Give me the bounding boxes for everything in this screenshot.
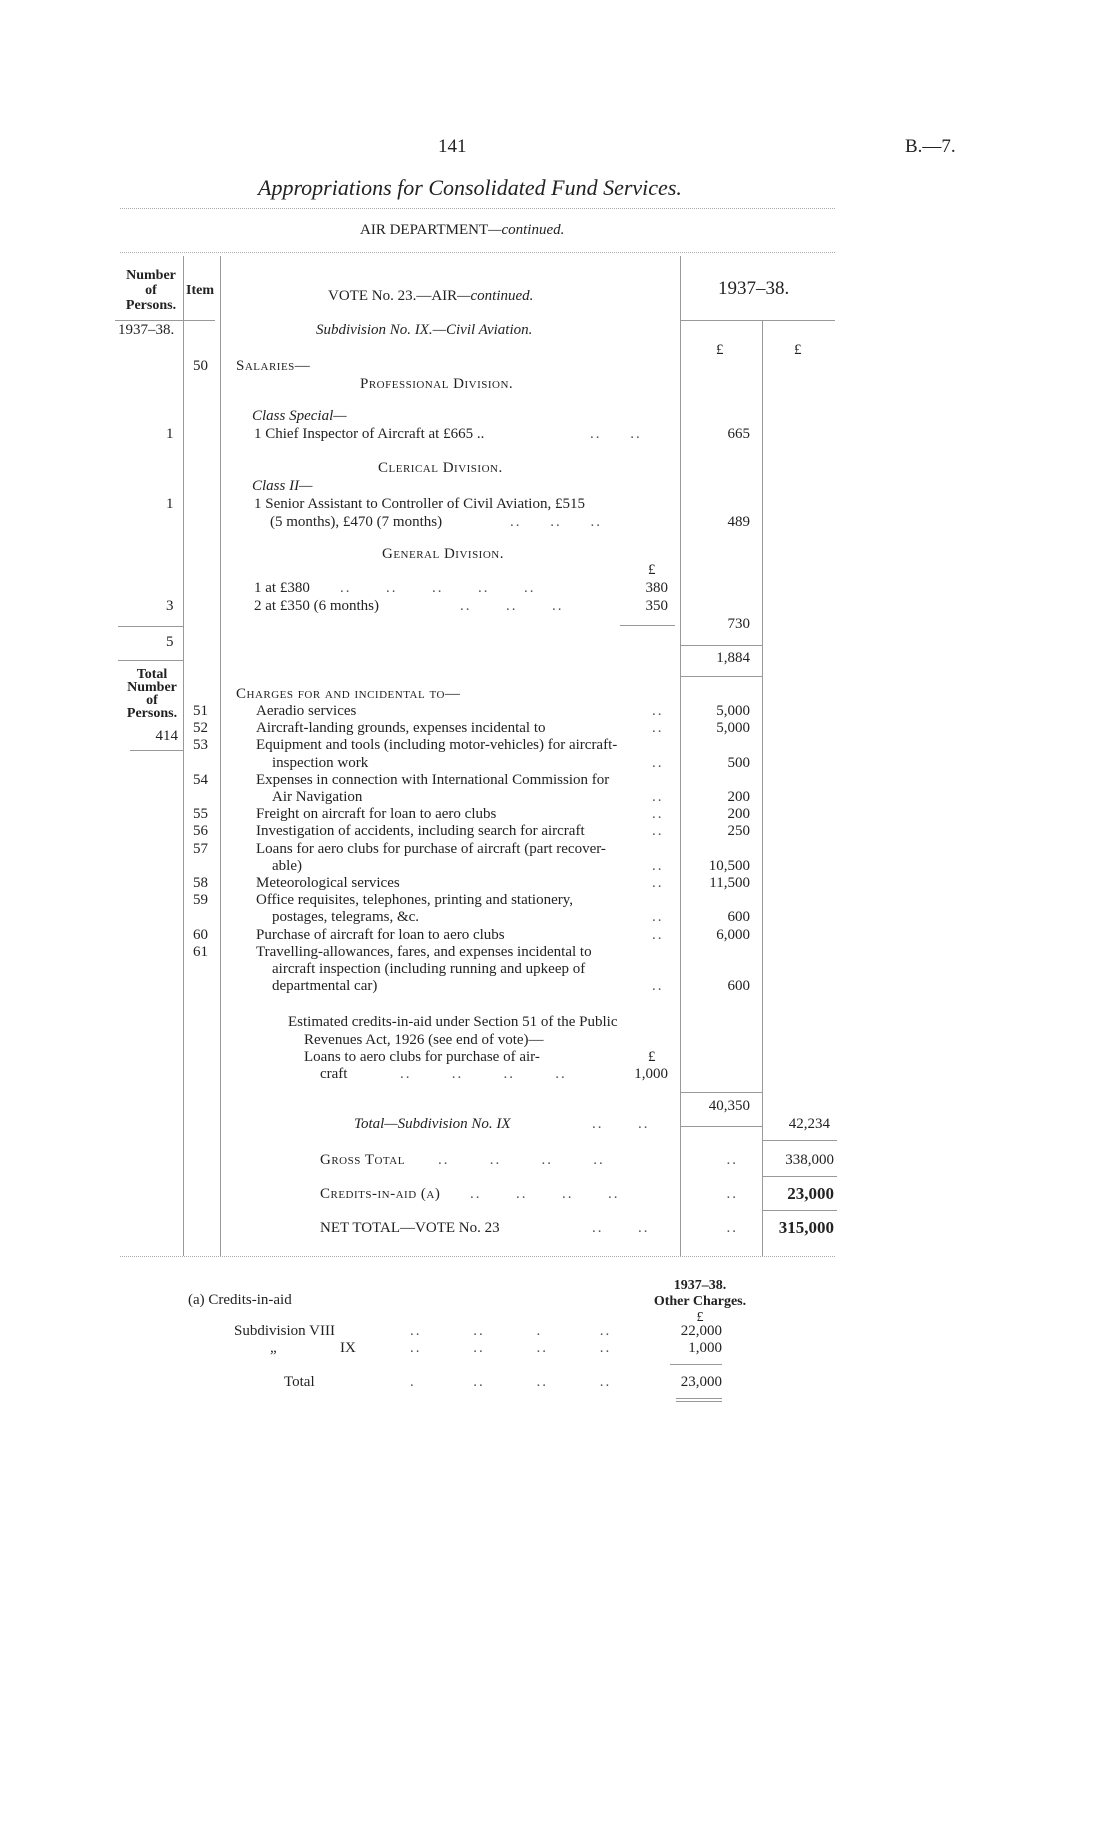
- subdivision-total-rule: [762, 1140, 837, 1141]
- footnote-other-charges-header: Other Charges.: [653, 1294, 747, 1309]
- document-reference: B.—7.: [905, 136, 956, 157]
- footnote-row1-label: Subdivision VIII: [234, 1323, 335, 1339]
- credits-in-aid-amount-dots: ..: [726, 1186, 738, 1202]
- charges-total-rule-bottom: [680, 1126, 762, 1127]
- charges-heading: Charges for and incidental to—: [236, 686, 461, 702]
- vote-title-continued: —continued.: [457, 288, 534, 304]
- chief-inspector-text: 1 Chief Inspector of Aircraft at £665 ..: [254, 426, 485, 442]
- charge-description-line: Office requisites, telephones, printing and stationery,: [256, 892, 573, 909]
- salaries-item-number: 50: [193, 358, 208, 374]
- charge-leader: ..: [652, 754, 664, 771]
- subdivision-total: 42,234: [788, 1116, 830, 1132]
- general-line2-text: 2 at £350 (6 months): [254, 598, 379, 614]
- credits-note-amount: 1,000: [634, 1066, 668, 1082]
- credits-in-aid-rule: [762, 1210, 837, 1211]
- general-pound-symbol: £: [648, 562, 656, 578]
- persons-item-rule: [183, 256, 184, 1256]
- amount-header-rule: [680, 320, 835, 321]
- general-line1-leader: .. .. .. .. ..: [340, 580, 536, 596]
- charge-leader: ..: [652, 875, 664, 891]
- net-total-amount-dots: ..: [726, 1220, 738, 1236]
- vote-title: [328, 288, 533, 305]
- senior-assistant-persons: 1: [166, 496, 174, 512]
- total-pound-symbol: £: [794, 342, 802, 358]
- charge-description-line: departmental car): [272, 978, 378, 995]
- charges-total-rule-top: [680, 1092, 762, 1093]
- charge-leader: ..: [652, 720, 664, 737]
- charge-item-number: 57: [193, 840, 208, 857]
- general-division-persons: 3: [166, 598, 174, 614]
- footnote-year-header: 1937–38.: [673, 1278, 727, 1293]
- total-persons-label: Total Number of Persons.: [126, 667, 178, 721]
- footnote-pound-symbol: £: [696, 1310, 704, 1325]
- charge-leader: ..: [652, 703, 664, 719]
- charge-item-number: 51: [193, 703, 208, 719]
- charge-description-line: Freight on aircraft for loan to aero clubs: [256, 806, 497, 823]
- senior-assistant-leader: .. .. ..: [510, 514, 602, 530]
- footnote-row2-ditto: „: [270, 1340, 277, 1356]
- credits-note-leader: .. .. .. ..: [400, 1066, 567, 1082]
- charge-amount: 5,000: [716, 720, 750, 737]
- footnote-double-rule-2: [676, 1401, 722, 1402]
- clerical-division-heading: Clerical Division.: [378, 460, 503, 476]
- charge-amount: 5,000: [716, 703, 750, 719]
- subdivision-total-label: Total—Subdivision No. IX: [354, 1116, 511, 1132]
- item-column-header: Item: [186, 283, 214, 298]
- footnote-row2-leader: .. .. .. ..: [410, 1340, 612, 1356]
- gross-total-leader: .. .. .. ..: [438, 1152, 605, 1168]
- charge-description-line: Loans for aero clubs for purchase of aircraft (part recover-: [256, 840, 606, 857]
- salaries-total: 1,884: [716, 650, 750, 666]
- chief-inspector-amount: 665: [727, 426, 750, 442]
- charge-description-line: Meteorological services: [256, 875, 400, 891]
- footnote-row2-label: IX: [340, 1340, 356, 1356]
- department-heading: [360, 222, 564, 239]
- vote-title-main: VOTE No. 23.—AIR: [328, 288, 458, 304]
- department-continued: —continued.: [488, 222, 565, 238]
- gross-total-value: 338,000: [785, 1152, 834, 1168]
- charge-item-number: 61: [193, 943, 208, 960]
- credits-note-line3: Loans to aero clubs for purchase of air-: [304, 1049, 540, 1065]
- page-number: 141: [438, 136, 467, 157]
- charge-amount: 200: [727, 789, 750, 805]
- footnote-row1-leader: .. .. . ..: [410, 1323, 612, 1339]
- net-total-value: 315,000: [778, 1218, 834, 1237]
- general-line2-leader: .. .. ..: [460, 598, 564, 614]
- department-rule: [120, 252, 835, 253]
- charge-amount: 10,500: [708, 857, 750, 874]
- senior-assistant-line2: (5 months), £470 (7 months): [270, 514, 443, 530]
- item-text-rule: [220, 256, 221, 1256]
- charge-amount: 250: [727, 823, 750, 840]
- charge-description-line: aircraft inspection (including running and upkeep of: [272, 961, 586, 977]
- gross-total-rule: [762, 1176, 837, 1177]
- charge-amount: 500: [727, 754, 750, 771]
- department-name: AIR DEPARTMENT: [360, 222, 489, 238]
- chief-inspector-leader: .. ..: [590, 426, 642, 442]
- charge-description-line: Travelling-allowances, fares, and expenses incidental to: [256, 943, 592, 960]
- persons-subtotal-rule: [118, 626, 183, 627]
- footnote-row2-value: 1,000: [688, 1340, 722, 1356]
- total-persons-value: 414: [155, 728, 178, 744]
- gross-total-amount-dots: ..: [726, 1152, 738, 1168]
- table-bottom-rule: [120, 1256, 835, 1257]
- footnote-total-value: 23,000: [680, 1374, 722, 1390]
- charge-description-line: Equipment and tools (including motor-vehicles) for aircraft-: [256, 737, 618, 754]
- charge-item-number: 52: [193, 720, 208, 737]
- credits-note-line4: craft: [320, 1066, 348, 1082]
- credits-in-aid-leader: .. .. .. ..: [470, 1186, 620, 1202]
- general-line1-amount: 380: [645, 580, 668, 596]
- footnote-double-rule-1: [676, 1398, 722, 1399]
- charge-leader: ..: [652, 823, 664, 840]
- charge-item-number: 60: [193, 926, 208, 943]
- charge-description-line: Expenses in connection with International Commission for: [256, 771, 610, 788]
- credits-note-pound-symbol: £: [648, 1049, 656, 1065]
- text-amount-rule: [680, 256, 681, 1256]
- charge-amount: 11,500: [709, 875, 750, 891]
- charge-description-line: Air Navigation: [272, 789, 363, 805]
- general-line1-text: 1 at £380: [254, 580, 310, 596]
- title-rule: [120, 208, 835, 209]
- senior-assistant-line1: 1 Senior Assistant to Controller of Civil Aviation, £515: [254, 496, 585, 512]
- footnote-label: (a) Credits-in-aid: [188, 1292, 292, 1308]
- charge-description-line: Aeradio services: [256, 703, 357, 719]
- general-subtotal-rule: [620, 625, 675, 626]
- footnote-row1-value: 22,000: [680, 1323, 722, 1339]
- charge-item-number: 53: [193, 737, 208, 754]
- charge-leader: ..: [652, 978, 664, 995]
- class-special-heading: Class Special—: [252, 408, 347, 424]
- charges-total: 40,350: [708, 1098, 750, 1114]
- subdivision-title: Subdivision No. IX.—Civil Aviation.: [316, 322, 533, 338]
- year-column-header: 1937–38.: [718, 278, 790, 299]
- persons-header-rule: [115, 320, 215, 321]
- charge-amount: 6,000: [716, 926, 750, 943]
- class-ii-heading: Class II—: [252, 478, 313, 494]
- senior-assistant-amount: 489: [727, 514, 750, 530]
- gross-total-label: Gross Total: [320, 1152, 405, 1168]
- charge-description-line: Aircraft-landing grounds, expenses incidental to: [256, 720, 546, 737]
- footnote-total-label: Total: [284, 1374, 315, 1390]
- credits-note-line2: Revenues Act, 1926 (see end of vote)—: [304, 1032, 544, 1048]
- charge-description-line: postages, telegrams, &c.: [272, 909, 420, 926]
- subdivision-total-leader: .. ..: [592, 1116, 650, 1132]
- charge-description-line: able): [272, 857, 302, 874]
- charge-item-number: 55: [193, 806, 208, 823]
- persons-column-header: Number of Persons.: [125, 268, 177, 313]
- charge-leader: ..: [652, 926, 664, 943]
- salaried-persons-total: 5: [166, 634, 174, 650]
- charge-amount: 200: [727, 806, 750, 823]
- page-title: Appropriations for Consolidated Fund Services.: [258, 175, 682, 200]
- charge-item-number: 59: [193, 892, 208, 909]
- charge-item-number: 58: [193, 875, 208, 891]
- persons-total-rule: [118, 660, 183, 661]
- charge-description-line: inspection work: [272, 754, 369, 771]
- footnote-total-rule: [670, 1364, 722, 1365]
- credits-in-aid-label: Credits-in-aid (a): [320, 1186, 441, 1202]
- charge-amount: 600: [727, 978, 750, 995]
- charge-leader: ..: [652, 909, 664, 926]
- charge-item-number: 54: [193, 771, 208, 788]
- charge-description-line: Investigation of accidents, including search for aircraft: [256, 823, 585, 840]
- amount-total-rule: [762, 320, 763, 1256]
- persons-year: 1937–38.: [118, 322, 175, 338]
- charge-description-line: Purchase of aircraft for loan to aero clubs: [256, 926, 505, 943]
- charge-amount: 600: [727, 909, 750, 926]
- salaries-total-rule-bottom: [680, 676, 762, 677]
- general-line2-amount: 350: [645, 598, 668, 614]
- chief-inspector-persons: 1: [166, 426, 174, 442]
- charge-leader: ..: [652, 806, 664, 823]
- professional-division-heading: Professional Division.: [360, 376, 514, 392]
- footnote-total-leader: . .. .. ..: [410, 1374, 612, 1390]
- general-division-heading: General Division.: [382, 546, 504, 562]
- salaries-total-rule-top: [680, 645, 762, 646]
- net-total-label: NET TOTAL—VOTE No. 23: [320, 1220, 500, 1236]
- total-persons-rule: [130, 750, 183, 751]
- amount-pound-symbol: £: [716, 342, 724, 358]
- salaries-heading: Salaries—: [236, 358, 311, 374]
- credits-in-aid-value: 23,000: [787, 1184, 834, 1203]
- credits-note-line1: Estimated credits-in-aid under Section 51 of the Public: [288, 1014, 618, 1030]
- net-total-leader: .. ..: [592, 1220, 650, 1236]
- charge-leader: ..: [652, 857, 664, 874]
- charge-item-number: 56: [193, 823, 208, 840]
- general-division-total: 730: [727, 616, 750, 632]
- charge-leader: ..: [652, 789, 664, 805]
